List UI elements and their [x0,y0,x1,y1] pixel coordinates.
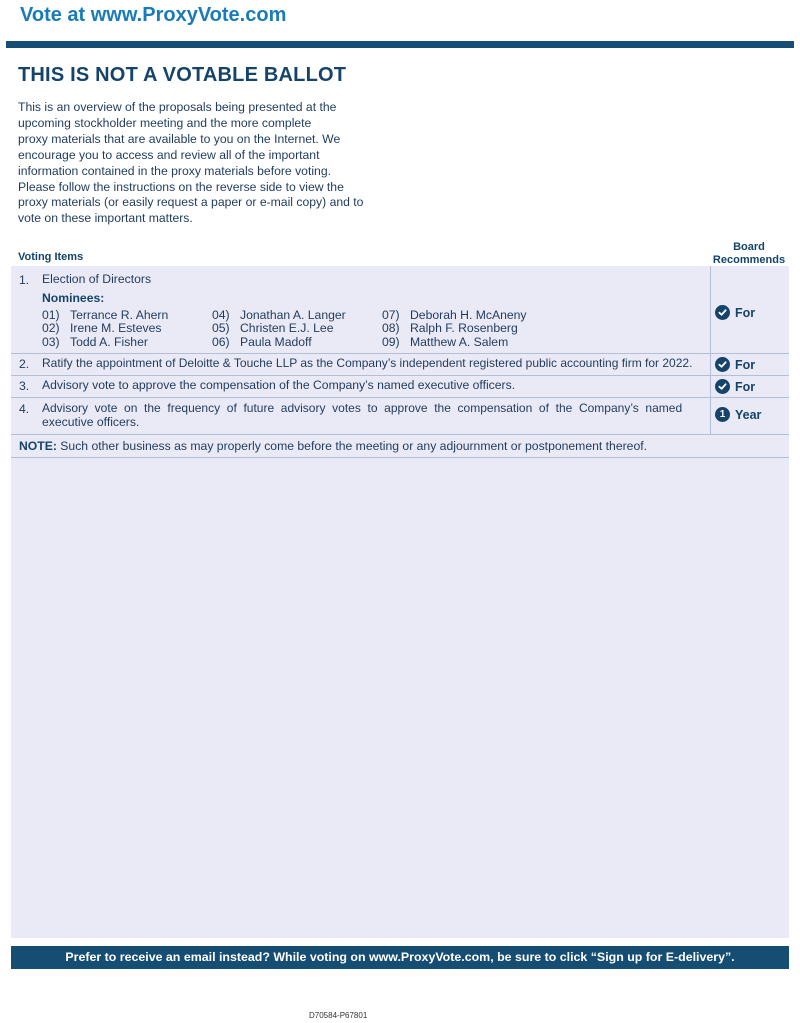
voting-item-row-1 [11,266,789,354]
column-divider [710,354,711,375]
nominee-number: 03) [42,335,60,349]
board-recommends-header [708,241,790,267]
nominee-number: 04) [212,308,230,322]
nominee-name: Irene M. Esteves [70,321,162,335]
voting-item-row-2 [11,354,789,376]
column-divider [710,398,711,434]
column-divider [710,376,711,397]
nominee-number: 02) [42,321,60,335]
voting-items-header: Voting Items [18,251,84,263]
intro-line: This is an overview of the proposals being presented at the [18,100,337,114]
nominee [42,321,161,335]
vote-link[interactable]: Vote at www.ProxyVote.com [20,4,287,26]
board-header-line: Recommends [712,254,786,266]
document-code: D70584-P67801 [309,1011,368,1020]
e-delivery-banner[interactable]: Prefer to receive an email instead? While voting on www.ProxyVote.com, be sure to click “Sign up for E-delivery”. [11,946,789,969]
nominee-name: Paula Madoff [240,335,312,349]
intro-line: Please follow the instructions on the reverse side to view the [18,179,344,194]
intro-line: information contained in the proxy materials before voting. [18,163,331,178]
nominee [212,308,346,322]
nominee [382,335,508,349]
board-recommendation [715,305,755,320]
nominee [42,308,168,322]
nominee [212,321,333,335]
intro-line: encourage you to access and review all of the important [18,147,320,162]
note-row [11,435,789,458]
nominee [212,335,312,349]
item-text: Advisory vote to approve the compensation of the Company’s named executive officers. [42,378,516,392]
note-label: NOTE: [19,439,57,453]
board-recommendation [715,357,755,372]
voting-item-row-4 [11,398,789,435]
check-icon [715,357,730,372]
nominee-name: Todd A. Fisher [70,335,148,349]
item-text: Ratify the appointment of Deloitte & Touche LLP as the Company’s independent registered public accounting firm for 2022. [42,356,693,370]
voting-item-row-3 [11,376,789,398]
item-number: 4. [19,402,30,416]
item-text: Election of Directors [42,272,152,286]
item-number: 3. [19,379,30,393]
note-body: Such other business as may properly come before the meeting or any adjournment or postponement thereof. [56,439,647,453]
column-divider [710,266,711,353]
nominee-number: 05) [212,321,230,335]
page-title: THIS IS NOT A VOTABLE BALLOT [18,64,347,86]
item-number: 1. [19,273,30,287]
recommendation-label: For [735,379,756,394]
nominee-number: 06) [212,335,230,349]
intro-paragraph [18,100,383,227]
nominee-name: Terrance R. Ahern [70,308,169,322]
recommendation-label: For [735,357,756,372]
item-number: 2. [19,357,30,371]
nominee [382,321,518,335]
nominee-name: Matthew A. Salem [410,335,509,349]
item-text-line: Advisory vote on the frequency of future advisory votes to approve the compensation of the Company’s named [42,401,683,415]
intro-line: proxy materials (or easily request a paper or e-mail copy) and to [18,195,364,210]
nominee-number: 09) [382,335,400,349]
recommendation-label: For [735,305,756,320]
board-header-line: Board [733,241,765,253]
nominee [382,308,527,322]
intro-line: upcoming stockholder meeting and the more complete [18,115,312,130]
nominee [42,335,148,349]
note-text [19,439,647,453]
recommendation-label: Year [735,407,762,422]
board-recommendation [715,379,755,394]
nominee-number: 07) [382,308,400,322]
number-one-icon: 1 [715,407,730,422]
nominees-label: Nominees: [42,291,105,305]
intro-line: proxy materials that are available to you on the Internet. We [18,131,341,146]
header-divider-bar [6,41,794,48]
nominee-number: 08) [382,321,400,335]
nominee-name: Deborah H. McAneny [410,308,527,322]
item-text [42,402,707,429]
check-icon [715,305,730,320]
board-recommendation [715,407,761,422]
nominee-name: Christen E.J. Lee [240,321,334,335]
nominee-name: Ralph F. Rosenberg [410,321,518,335]
item-text-line: executive officers. [42,414,140,429]
intro-line: vote on these important matters. [18,211,193,226]
nominee-number: 01) [42,308,60,322]
check-icon [715,379,730,394]
nominee-name: Jonathan A. Langer [240,308,346,322]
